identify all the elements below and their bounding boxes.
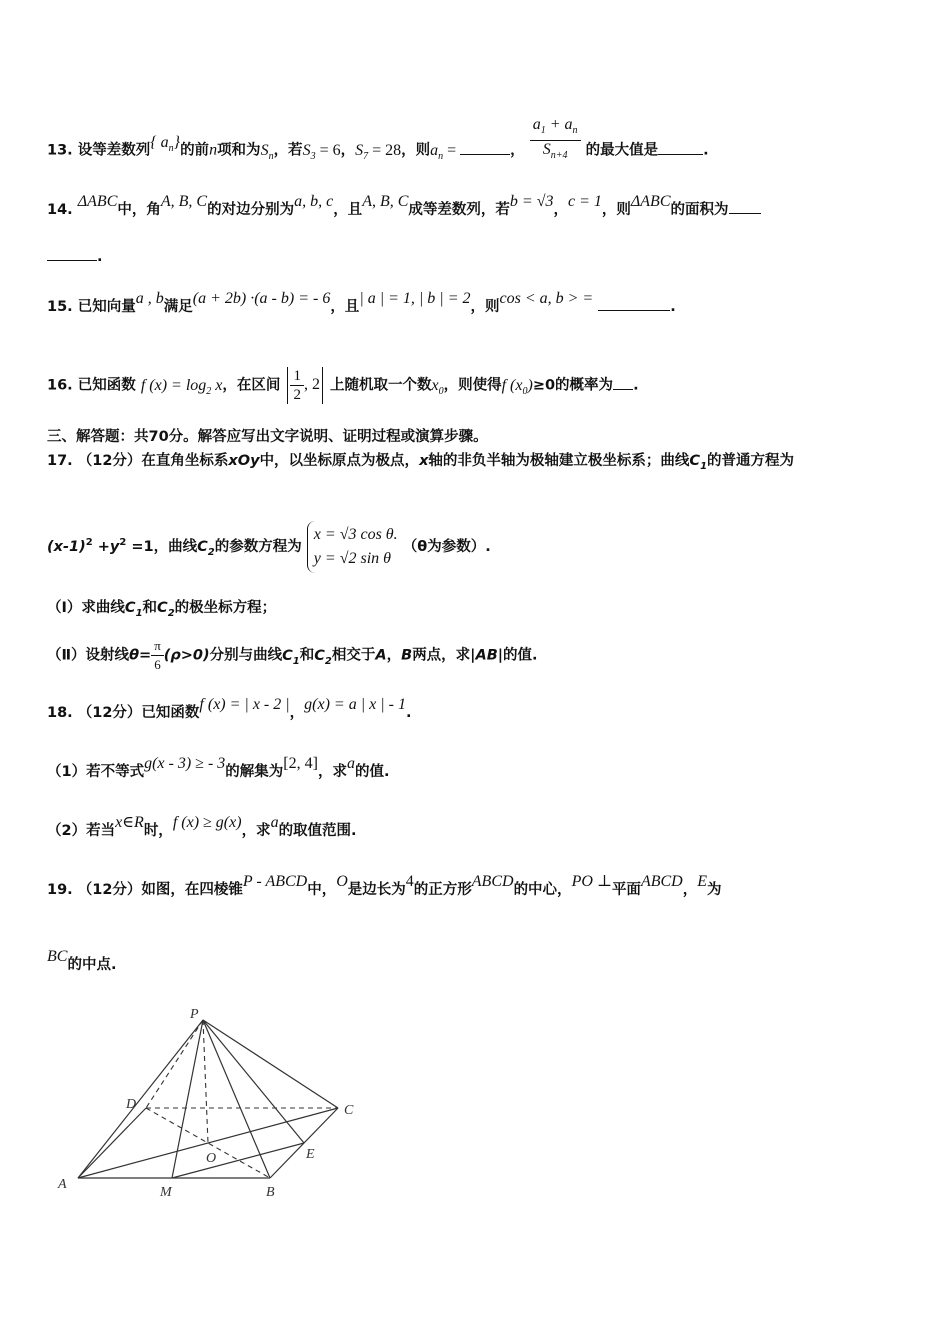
pyramid-figure [48,1000,368,1215]
edge-PE [203,1020,304,1143]
label-M: M [160,1185,172,1200]
label-E: E [306,1147,315,1162]
interval: $\frac{1}{2}$ , 2 [287,367,323,404]
question-19-cont: BC的中点. [47,948,117,973]
parametric-system: x = √3 cos θ. y = √2 sin θ [307,521,398,573]
question-17: 17. （12分）在直角坐标系xOy中，以坐标原点为极点，x轴的非负半轴为极轴建立极坐标系；曲线$C_1$的普通方程为 [47,453,795,472]
edge-PA [78,1020,203,1178]
edge-ME [172,1143,304,1178]
edge-PO [203,1020,208,1143]
label-D: D [126,1097,137,1112]
question-16: 16. 已知函数 f $(x) = \log_2 x$，在区间 $\frac{1}{2}$ , 2 上随机取一个数$x_0$，则使得f $(x_0)\ge 0$的概率为 . [47,368,639,403]
edge-AC [78,1108,338,1178]
answer-blank-14a[interactable] [729,199,761,214]
section-3-heading: 三、解答题：共70分。解答应写出文字说明、证明过程或演算步骤。 [47,429,488,445]
answer-blank-14b[interactable] [47,246,97,261]
label-A: A [58,1177,67,1192]
edge-PC [203,1020,338,1108]
question-17-line2: $(x-1)^2 +y^2 =1$，曲线$C_2$的参数方程为 x = √3 cos θ. y = √2 sin θ （θ为参数）. [47,515,491,581]
label-O: O [206,1151,217,1166]
answer-blank-15[interactable] [598,296,670,311]
question-14: 14. ΔABC中，角A, B, C的对边分别为a, b, c，且A, B, C成等差数列，若b = √3，c = 1，则ΔABC的面积为 [47,199,761,220]
fraction-13: $\frac{a_1 + a_n}{S_{n+4}}$ [530,116,581,165]
question-18: 18. （12分）已知函数f (x) = | x - 2 |，g(x) = a | x | - 1. [47,696,412,721]
label-B: B [266,1185,275,1200]
question-18-part2: （2）若当x∈R时，f (x) ≥ g(x)，求a的取值范围. [47,814,357,839]
question-18-part1: （1）若不等式g(x - 3) ≥ - 3的解集为[2, 4]，求a的值. [47,755,390,780]
answer-blank-16[interactable] [613,375,633,390]
label-P: P [190,1007,199,1022]
question-14-cont: . [47,246,103,267]
answer-blank-13a[interactable] [460,140,510,155]
question-17-part1: （Ⅰ）求曲线$C_1$和$C_2$的极坐标方程； [47,600,277,619]
question-17-part2: （Ⅱ）设射线θ= $\frac{\pi}{6}$ (ρ>0)分别与曲线$C_1$和$C_2$相交于A，B两点，求|AB|的值. [47,638,538,672]
question-15: 15. 已知向量a , b满足(a + 2b) ·(a - b) = - 6，且| a | = 1, | b | = 2，则cos < a, b > = . [47,290,676,315]
edge-AD [78,1108,146,1178]
question-13: 13. 设等差数列{ $a_n$}的前n项和为$S_n$，若$S_3 = 6$，$S_7 = 28$，则$a_n$ = ， $\frac{a_1 + a_n}{S_{n+4}}$ 的最大值是 . [47,126,709,175]
label-C: C [344,1103,354,1118]
answer-blank-13b[interactable] [658,140,703,155]
question-19: 19. （12分）如图，在四棱锥P - ABCD中，O是边长为4的正方形ABCD的中心，PO ⊥平面ABCD，E为 [47,873,722,898]
